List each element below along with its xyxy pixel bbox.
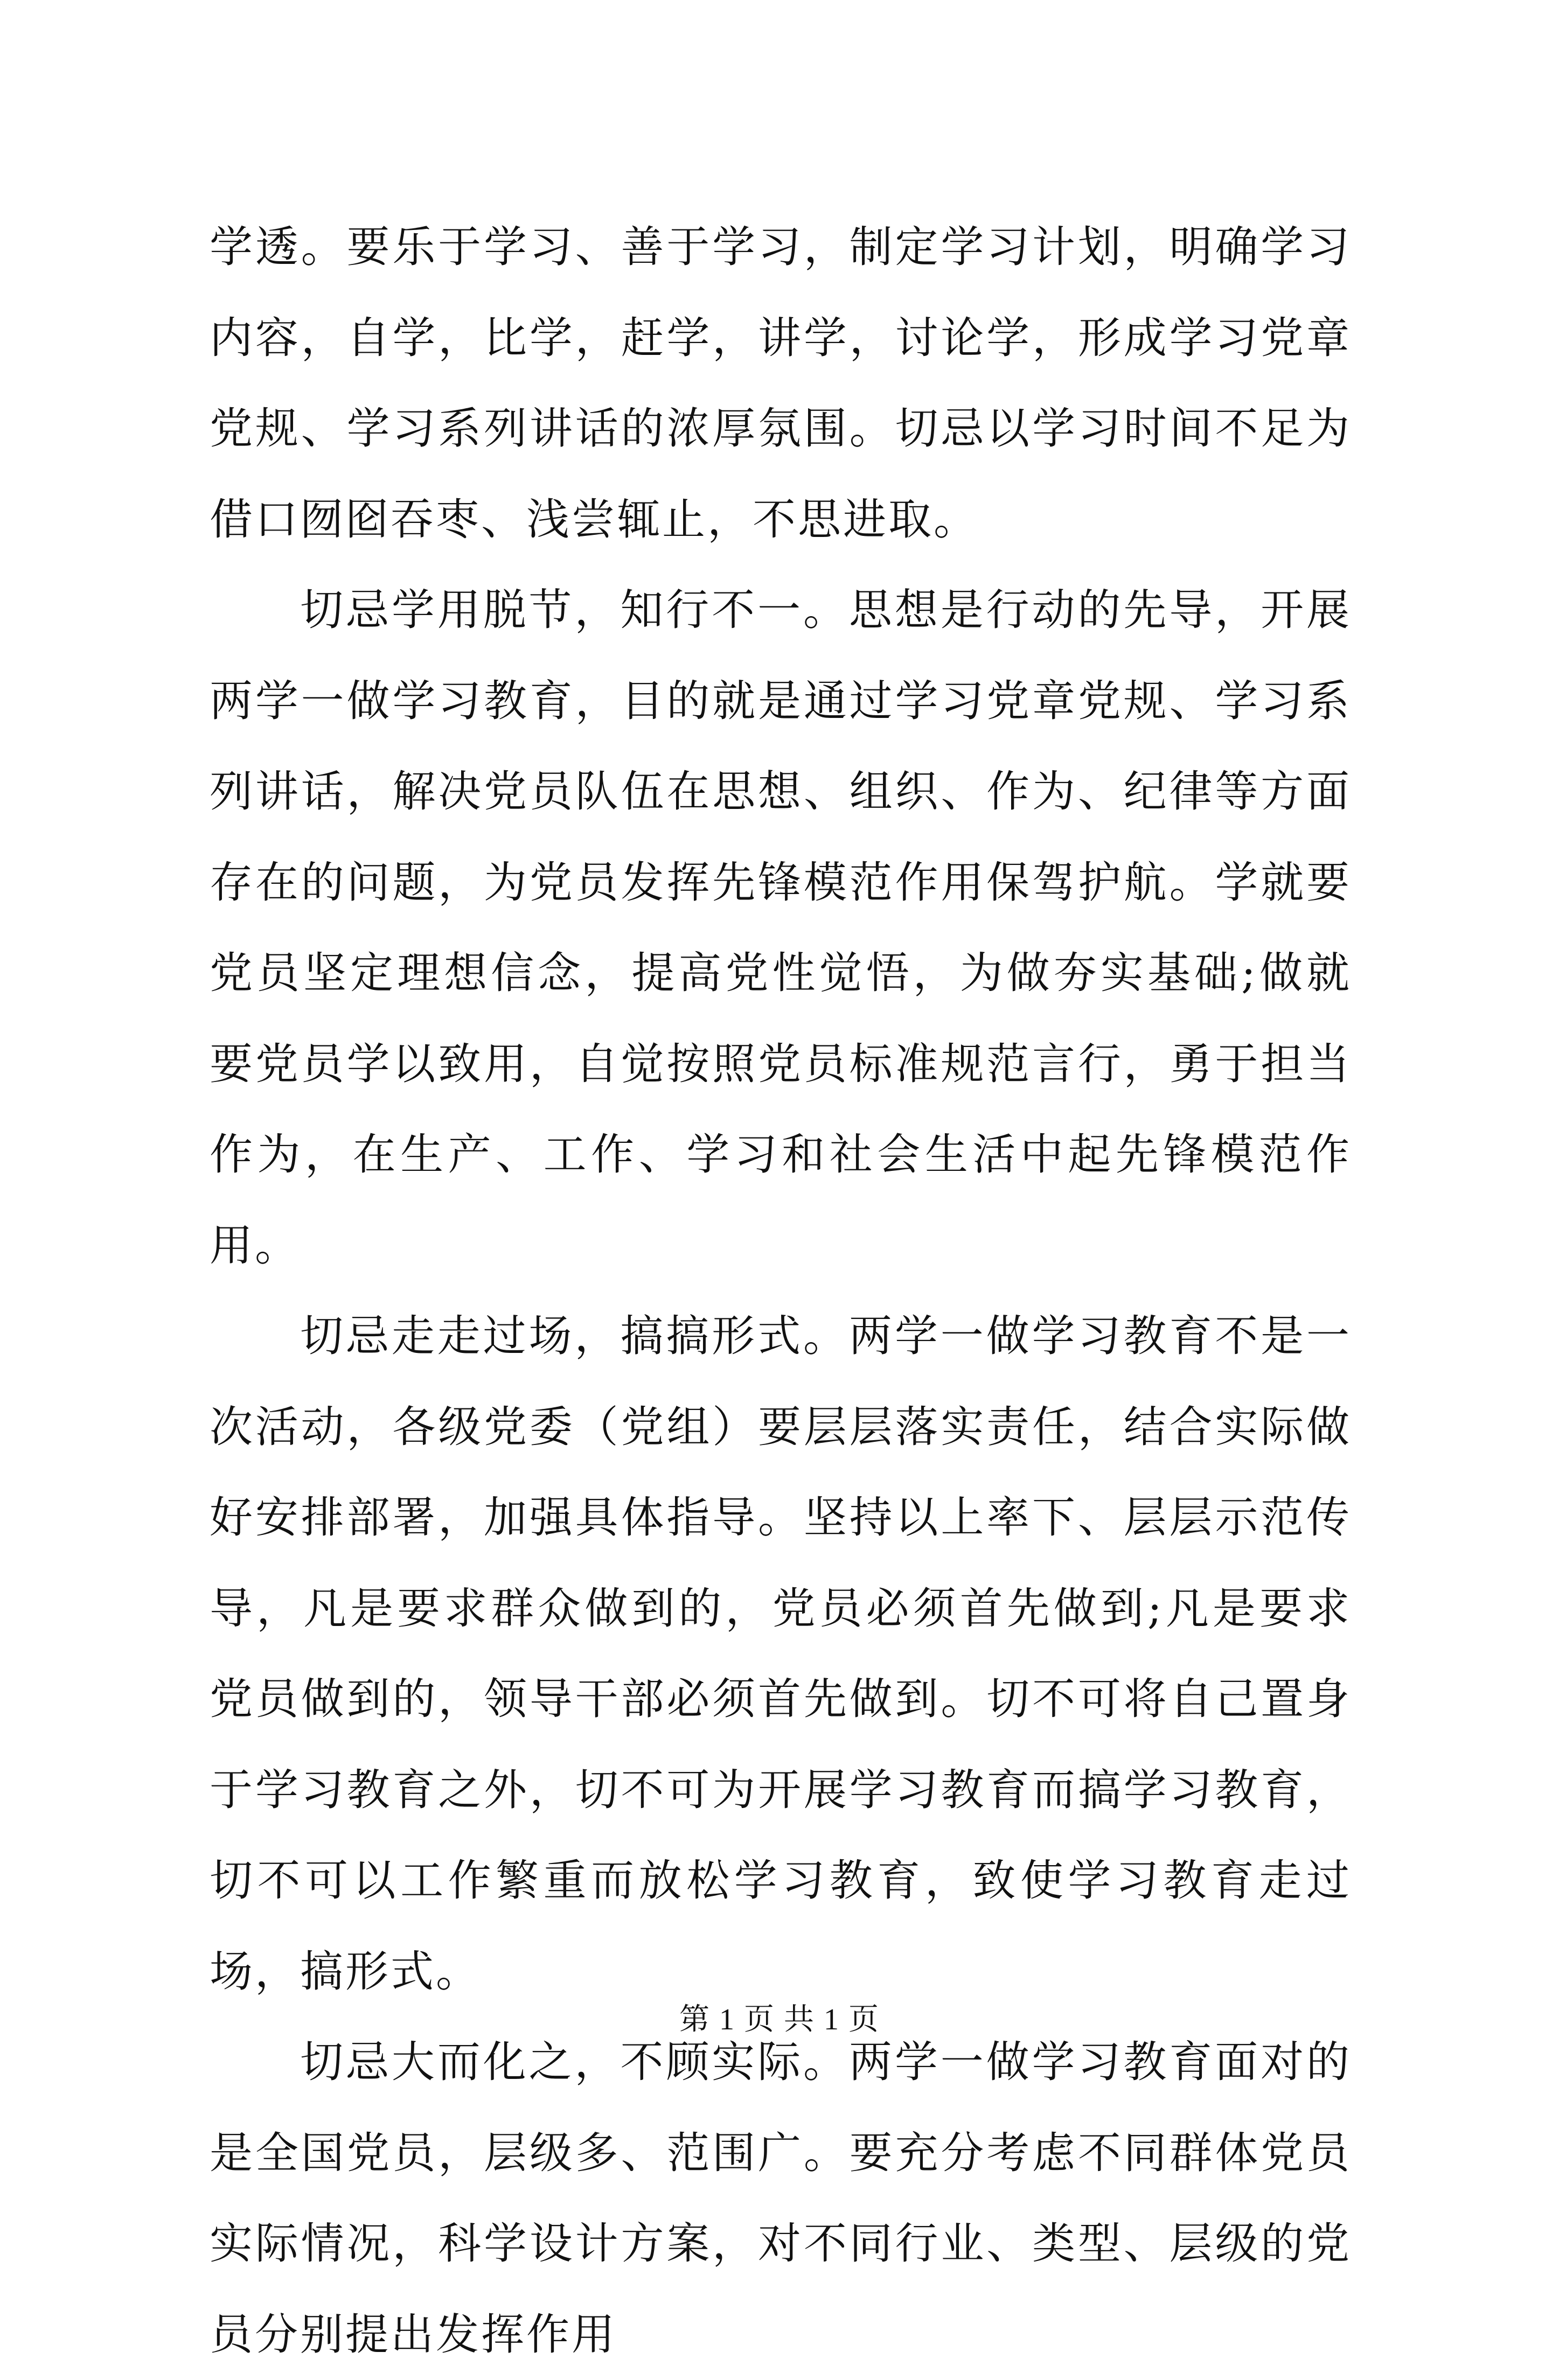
paragraph-practical: 切忌大而化之，不顾实际。两学一做学习教育面对的是全国党员，层级多、范围广。要充分考虑不同群体党员实际情况，科学设计方案，对不同行业、类型、层级的党员分别提出发挥作用 (210, 2037, 1352, 2360)
paragraph-formality: 切忌走走过场，搞搞形式。两学一做学习教育不是一次活动，各级党委（党组）要层层落实责任，结合实际做好安排部署，加强具体指导。坚持以上率下、层层示范传导，凡是要求群众做到的，党员必须首先做到;凡是要求党员做到的，领导干部必须首先做到。切不可将自己置身于学习教育之外，切不可为开展学习教育而搞学习教育，切不可以工作繁重而放松学习教育，致使学习教育走过场，搞形式。 (210, 1311, 1352, 1997)
paragraph-continuation: 学透。要乐于学习、善于学习，制定学习计划，明确学习内容，自学，比学，赶学，讲学，讨论学，形成学习党章党规、学习系列讲话的浓厚氛围。切忌以学习时间不足为借口囫囵吞枣、浅尝辄止，不思进取。 (210, 222, 1352, 545)
document-body (210, 202, 1352, 2380)
paragraph-knowledge-practice: 切忌学用脱节，知行不一。思想是行动的先导，开展两学一做学习教育，目的就是通过学习党章党规、学习系列讲话，解决党员队伍在思想、组织、作为、纪律等方面存在的问题，为党员发挥先锋模范作用保驾护航。学就要党员坚定理想信念，提高党性觉悟，为做夯实基础;做就要党员学以致用，自觉按照党员标准规范言行，勇于担当作为，在生产、工作、学习和社会生活中起先锋模范作用。 (210, 585, 1352, 1271)
page-number-footer: 第 1 页 共 1 页 (679, 2003, 880, 2036)
